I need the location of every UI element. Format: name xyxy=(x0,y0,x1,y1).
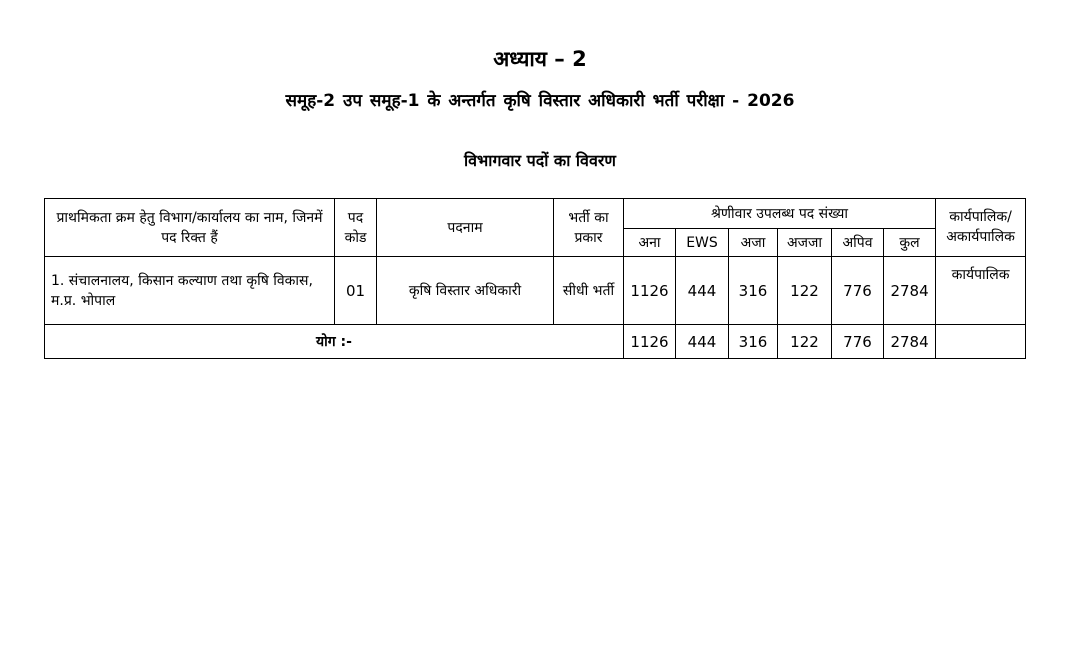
section-title: विभागवार पदों का विवरण xyxy=(464,151,616,170)
exam-title: समूह-2 उप समूह-1 के अन्तर्गत कृषि विस्तार अधिकारी भर्ती परीक्षा - 2026 xyxy=(285,91,795,111)
cell-post-code: 01 xyxy=(335,257,377,325)
cell-una: 1126 xyxy=(624,257,676,325)
cell-department: 1. संचालनालय, किसान कल्याण तथा कृषि विकास, म.प्र. भोपाल xyxy=(45,257,335,325)
total-ews: 444 xyxy=(676,325,729,359)
cell-total: 2784 xyxy=(884,257,936,325)
total-label: योग :- xyxy=(45,325,624,359)
total-st: 122 xyxy=(778,325,832,359)
header-post-name: पदनाम xyxy=(377,199,554,257)
total-sc: 316 xyxy=(729,325,778,359)
header-category-total: कुल xyxy=(884,229,936,257)
total-row xyxy=(45,325,1026,359)
header-category-sc: अजा xyxy=(729,229,778,257)
cell-executive: कार्यपालिक xyxy=(936,257,1026,325)
cell-ews: 444 xyxy=(676,257,729,325)
header-category-obc: अपिव xyxy=(832,229,884,257)
total-all: 2784 xyxy=(884,325,936,359)
cell-post-name: कृषि विस्तार अधिकारी xyxy=(377,257,554,325)
table-row xyxy=(45,257,1026,325)
header-category-ews: EWS xyxy=(676,229,729,257)
cell-st: 122 xyxy=(778,257,832,325)
header-category-st: अजजा xyxy=(778,229,832,257)
total-obc: 776 xyxy=(832,325,884,359)
cell-obc: 776 xyxy=(832,257,884,325)
header-category-una: अना xyxy=(624,229,676,257)
header-category-group: श्रेणीवार उपलब्ध पद संख्या xyxy=(624,199,936,229)
total-executive xyxy=(936,325,1026,359)
table-header-row xyxy=(45,199,1026,229)
header-recruitment-type: भर्ती का प्रकार xyxy=(554,199,624,257)
header-post-code: पद कोड xyxy=(335,199,377,257)
cell-recruitment-type: सीधी भर्ती xyxy=(554,257,624,325)
total-una: 1126 xyxy=(624,325,676,359)
header-department: प्राथमिकता क्रम हेतु विभाग/कार्यालय का नाम, जिनमें पद रिक्त हैं xyxy=(45,199,335,257)
posts-table xyxy=(44,198,1026,359)
header-executive: कार्यपालिक/ अकार्यपालिक xyxy=(936,199,1026,257)
chapter-title: अध्याय – 2 xyxy=(493,47,587,71)
cell-sc: 316 xyxy=(729,257,778,325)
